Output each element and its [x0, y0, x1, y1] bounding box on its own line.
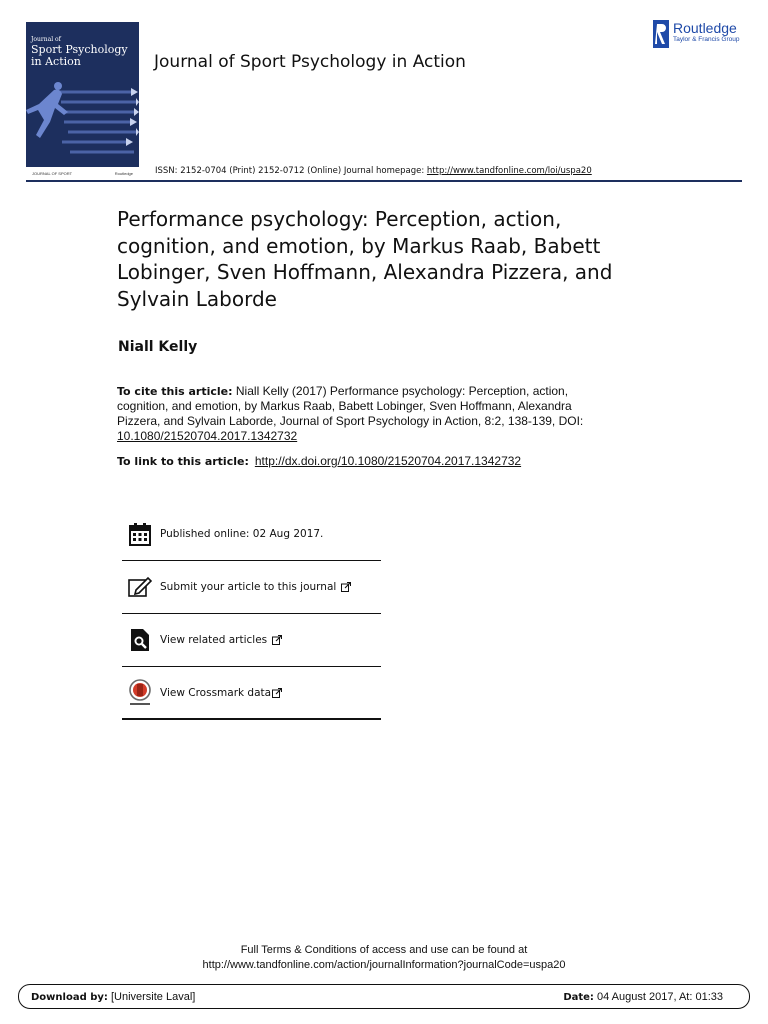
download-value: [Universite Laval]: [110, 990, 196, 1003]
article-actions: [122, 508, 381, 720]
published-online-row: [122, 508, 381, 561]
date-value: 04 August 2017, At: 01:33: [597, 990, 723, 1003]
journal-homepage-link[interactable]: http://www.tandfonline.com/loi/uspa20: [426, 166, 592, 176]
citation-block: [117, 384, 607, 444]
cite-text: Niall Kelly (2017) Performance psychology: Perception, action, cognition, and emotion, by Markus Raab, Babett Lobinger, Sven Hoffmann, Alexandra Pizzera, and Sylvain Laborde, Journal of Sport Psychology in Action, 8:2, 138-139, DOI:: [117, 384, 584, 428]
crossmark-icon: [126, 678, 154, 708]
article-link-block: [117, 454, 521, 468]
search-document-icon: [126, 625, 154, 655]
routledge-mark-icon: [653, 20, 669, 48]
publisher-name: Routledge: [673, 20, 737, 36]
runner-illustration: [26, 82, 139, 167]
crossmark-row[interactable]: [122, 667, 381, 720]
crossmark-label[interactable]: View Crossmark data: [160, 686, 272, 699]
date-label: Date:: [563, 991, 594, 1003]
cite-label: To cite this article:: [117, 385, 233, 398]
submit-article-row[interactable]: [122, 561, 381, 614]
publisher-logo: [653, 20, 739, 48]
download-date: [563, 991, 723, 1003]
external-link-icon: [341, 582, 351, 592]
download-by: [31, 991, 195, 1003]
calendar-icon: [126, 519, 154, 549]
terms-notice: [0, 943, 768, 973]
header-divider: [26, 180, 742, 182]
issn-line: ISSN: 2152-0704 (Print) 2152-0712 (Online) Journal homepage: http://www.tandfonline.com/loi/uspa20: [155, 166, 592, 176]
submit-article-label[interactable]: Submit your article to this journal: [160, 581, 337, 593]
cite-doi-link[interactable]: 10.1080/21520704.2017.1342732: [117, 429, 298, 443]
journal-cover-image: [26, 22, 139, 167]
publisher-subtitle: Taylor & Francis Group: [673, 36, 740, 43]
related-articles-row[interactable]: [122, 614, 381, 667]
terms-url[interactable]: http://www.tandfonline.com/action/journalInformation?journalCode=uspa20: [202, 959, 566, 971]
download-info-bar: [18, 984, 750, 1009]
cover-title: Journal of Sport Psychology in Action: [31, 36, 128, 68]
download-label: Download by:: [31, 991, 108, 1003]
terms-line-1: Full Terms & Conditions of access and use can be found at: [240, 944, 528, 956]
article-doi-link[interactable]: http://dx.doi.org/10.1080/21520704.2017.1342732: [254, 454, 522, 468]
article-title: Performance psychology: Perception, action, cognition, and emotion, by Markus Raab, Babett Lobinger, Sven Hoffmann, Alexandra Pizzera, and Sylvain Laborde: [117, 207, 613, 311]
external-link-icon: [272, 635, 282, 645]
journal-title: Journal of Sport Psychology in Action: [154, 52, 466, 72]
external-link-icon: [272, 688, 282, 698]
cover-strip: JOURNAL OF SPORT Routledge: [32, 170, 133, 176]
published-online-label: Published online: 02 Aug 2017.: [160, 528, 324, 540]
link-label: To link to this article:: [117, 455, 249, 468]
edit-icon: [126, 572, 154, 602]
article-author: Niall Kelly: [118, 339, 198, 355]
related-articles-label[interactable]: View related articles: [160, 634, 268, 646]
